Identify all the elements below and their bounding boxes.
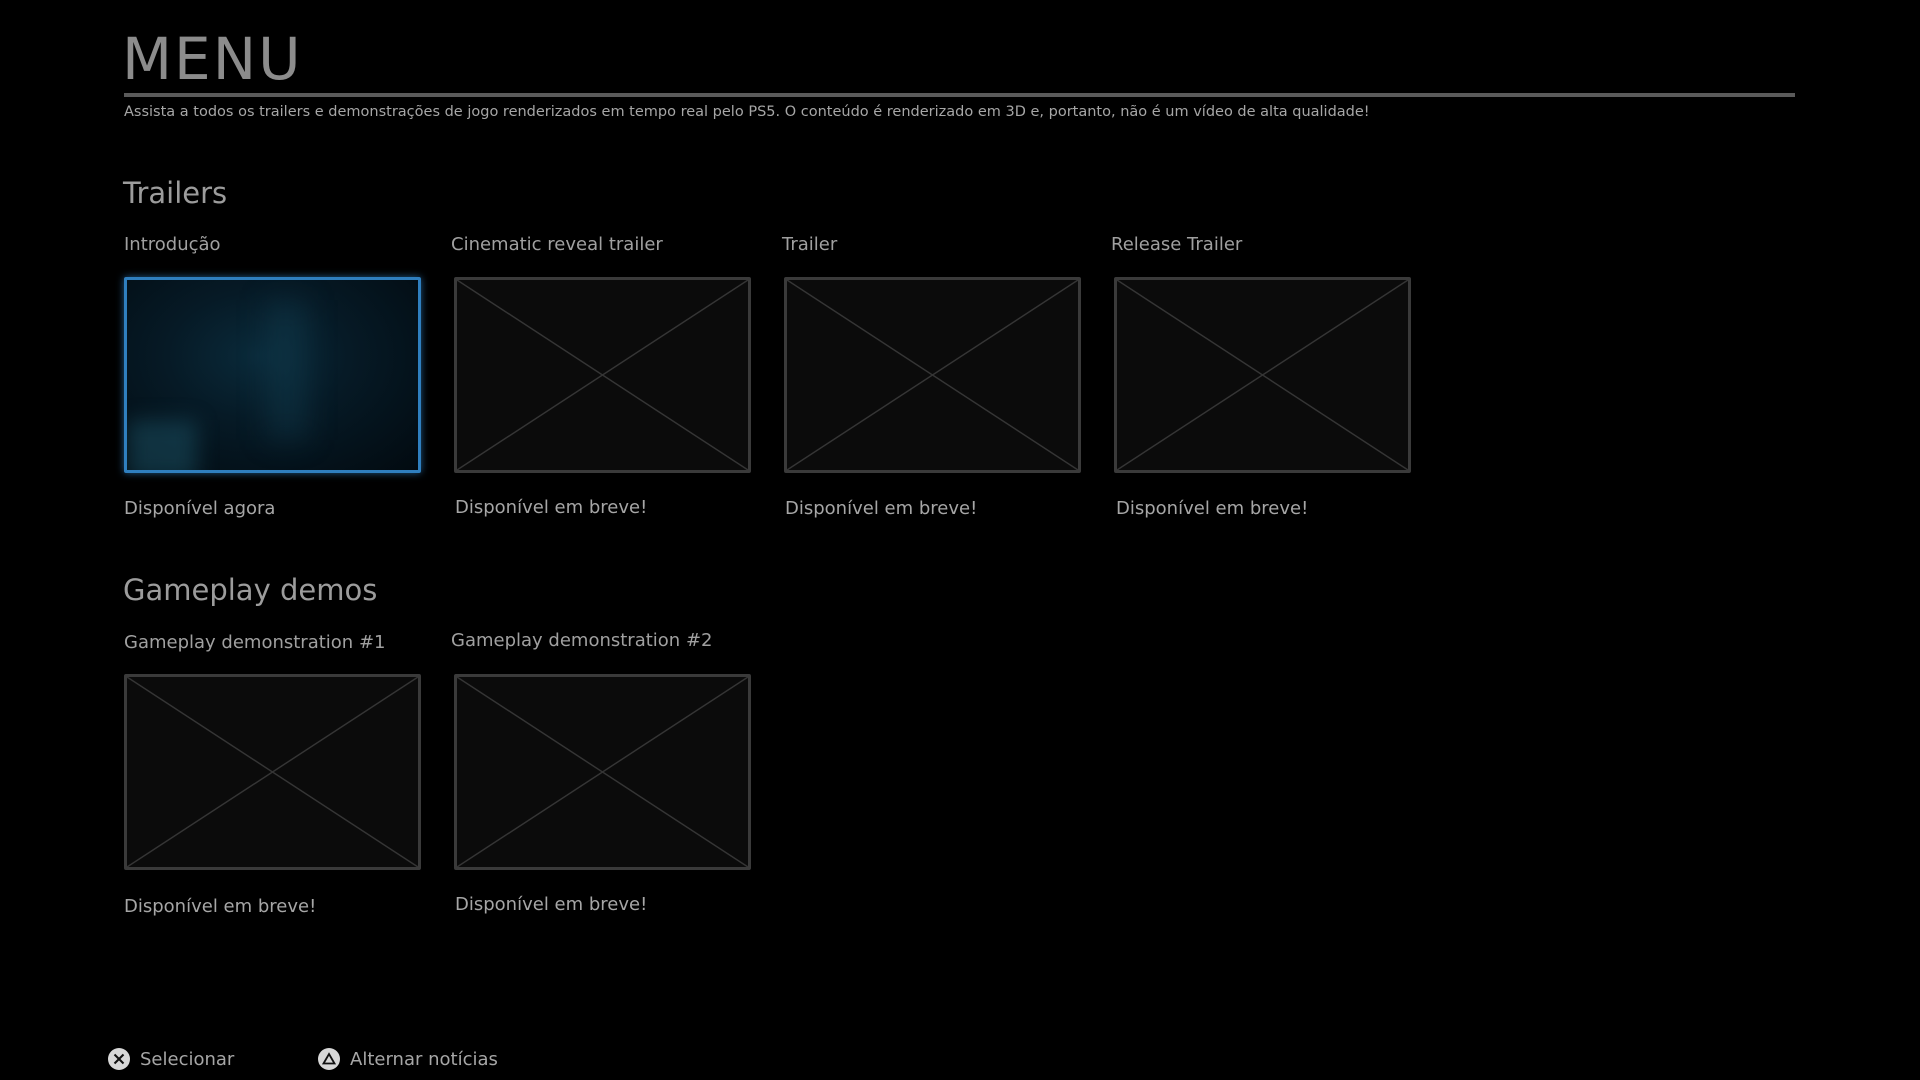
availability-status: Disponível em breve!: [1116, 498, 1309, 519]
availability-status: Disponível em breve!: [455, 497, 648, 518]
placeholder-image-icon: [457, 677, 748, 867]
video-tile-release-trailer[interactable]: [1114, 277, 1411, 473]
placeholder-image-icon: [1117, 280, 1408, 470]
item-label: Introdução: [124, 234, 221, 255]
item-label: Trailer: [782, 234, 838, 255]
thumbnail-preview: [127, 420, 197, 473]
item-label: Gameplay demonstration #1: [124, 632, 386, 653]
select-hint-label: Selecionar: [140, 1048, 235, 1070]
video-tile-gameplay-demonstration-2[interactable]: [454, 674, 751, 870]
placeholder-image-icon: [127, 677, 418, 867]
video-tile-trailer[interactable]: [784, 277, 1081, 473]
availability-status: Disponível em breve!: [785, 498, 978, 519]
availability-status: Disponível agora: [124, 498, 276, 519]
availability-status: Disponível em breve!: [455, 894, 648, 915]
title-divider: [124, 93, 1795, 97]
toggle-news-hint-label: Alternar notícias: [350, 1048, 498, 1070]
section-title-trailers: Trailers: [123, 176, 228, 210]
item-label: Gameplay demonstration #2: [451, 630, 713, 651]
placeholder-image-icon: [787, 280, 1078, 470]
triangle-button-icon: [318, 1048, 340, 1070]
availability-status: Disponível em breve!: [124, 896, 317, 917]
select-hint[interactable]: [108, 1048, 234, 1070]
video-tile-gameplay-demonstration-1[interactable]: [124, 674, 421, 870]
item-label: Cinematic reveal trailer: [451, 234, 663, 255]
page-title: MENU: [122, 25, 303, 93]
item-label: Release Trailer: [1111, 234, 1243, 255]
cross-button-icon: [108, 1048, 130, 1070]
section-title-gameplay-demos: Gameplay demos: [123, 573, 378, 607]
video-tile-cinematic-reveal-trailer[interactable]: [454, 277, 751, 473]
video-tile-introducao[interactable]: [124, 277, 421, 473]
toggle-news-hint[interactable]: [318, 1048, 498, 1070]
page-subtitle: Assista a todos os trailers e demonstrações de jogo renderizados em tempo real pelo PS5. O conteúdo é renderizado em 3D e, portanto, não é um vídeo de alta qualidade!: [124, 104, 1370, 120]
thumbnail-preview: [267, 300, 307, 440]
placeholder-image-icon: [457, 280, 748, 470]
